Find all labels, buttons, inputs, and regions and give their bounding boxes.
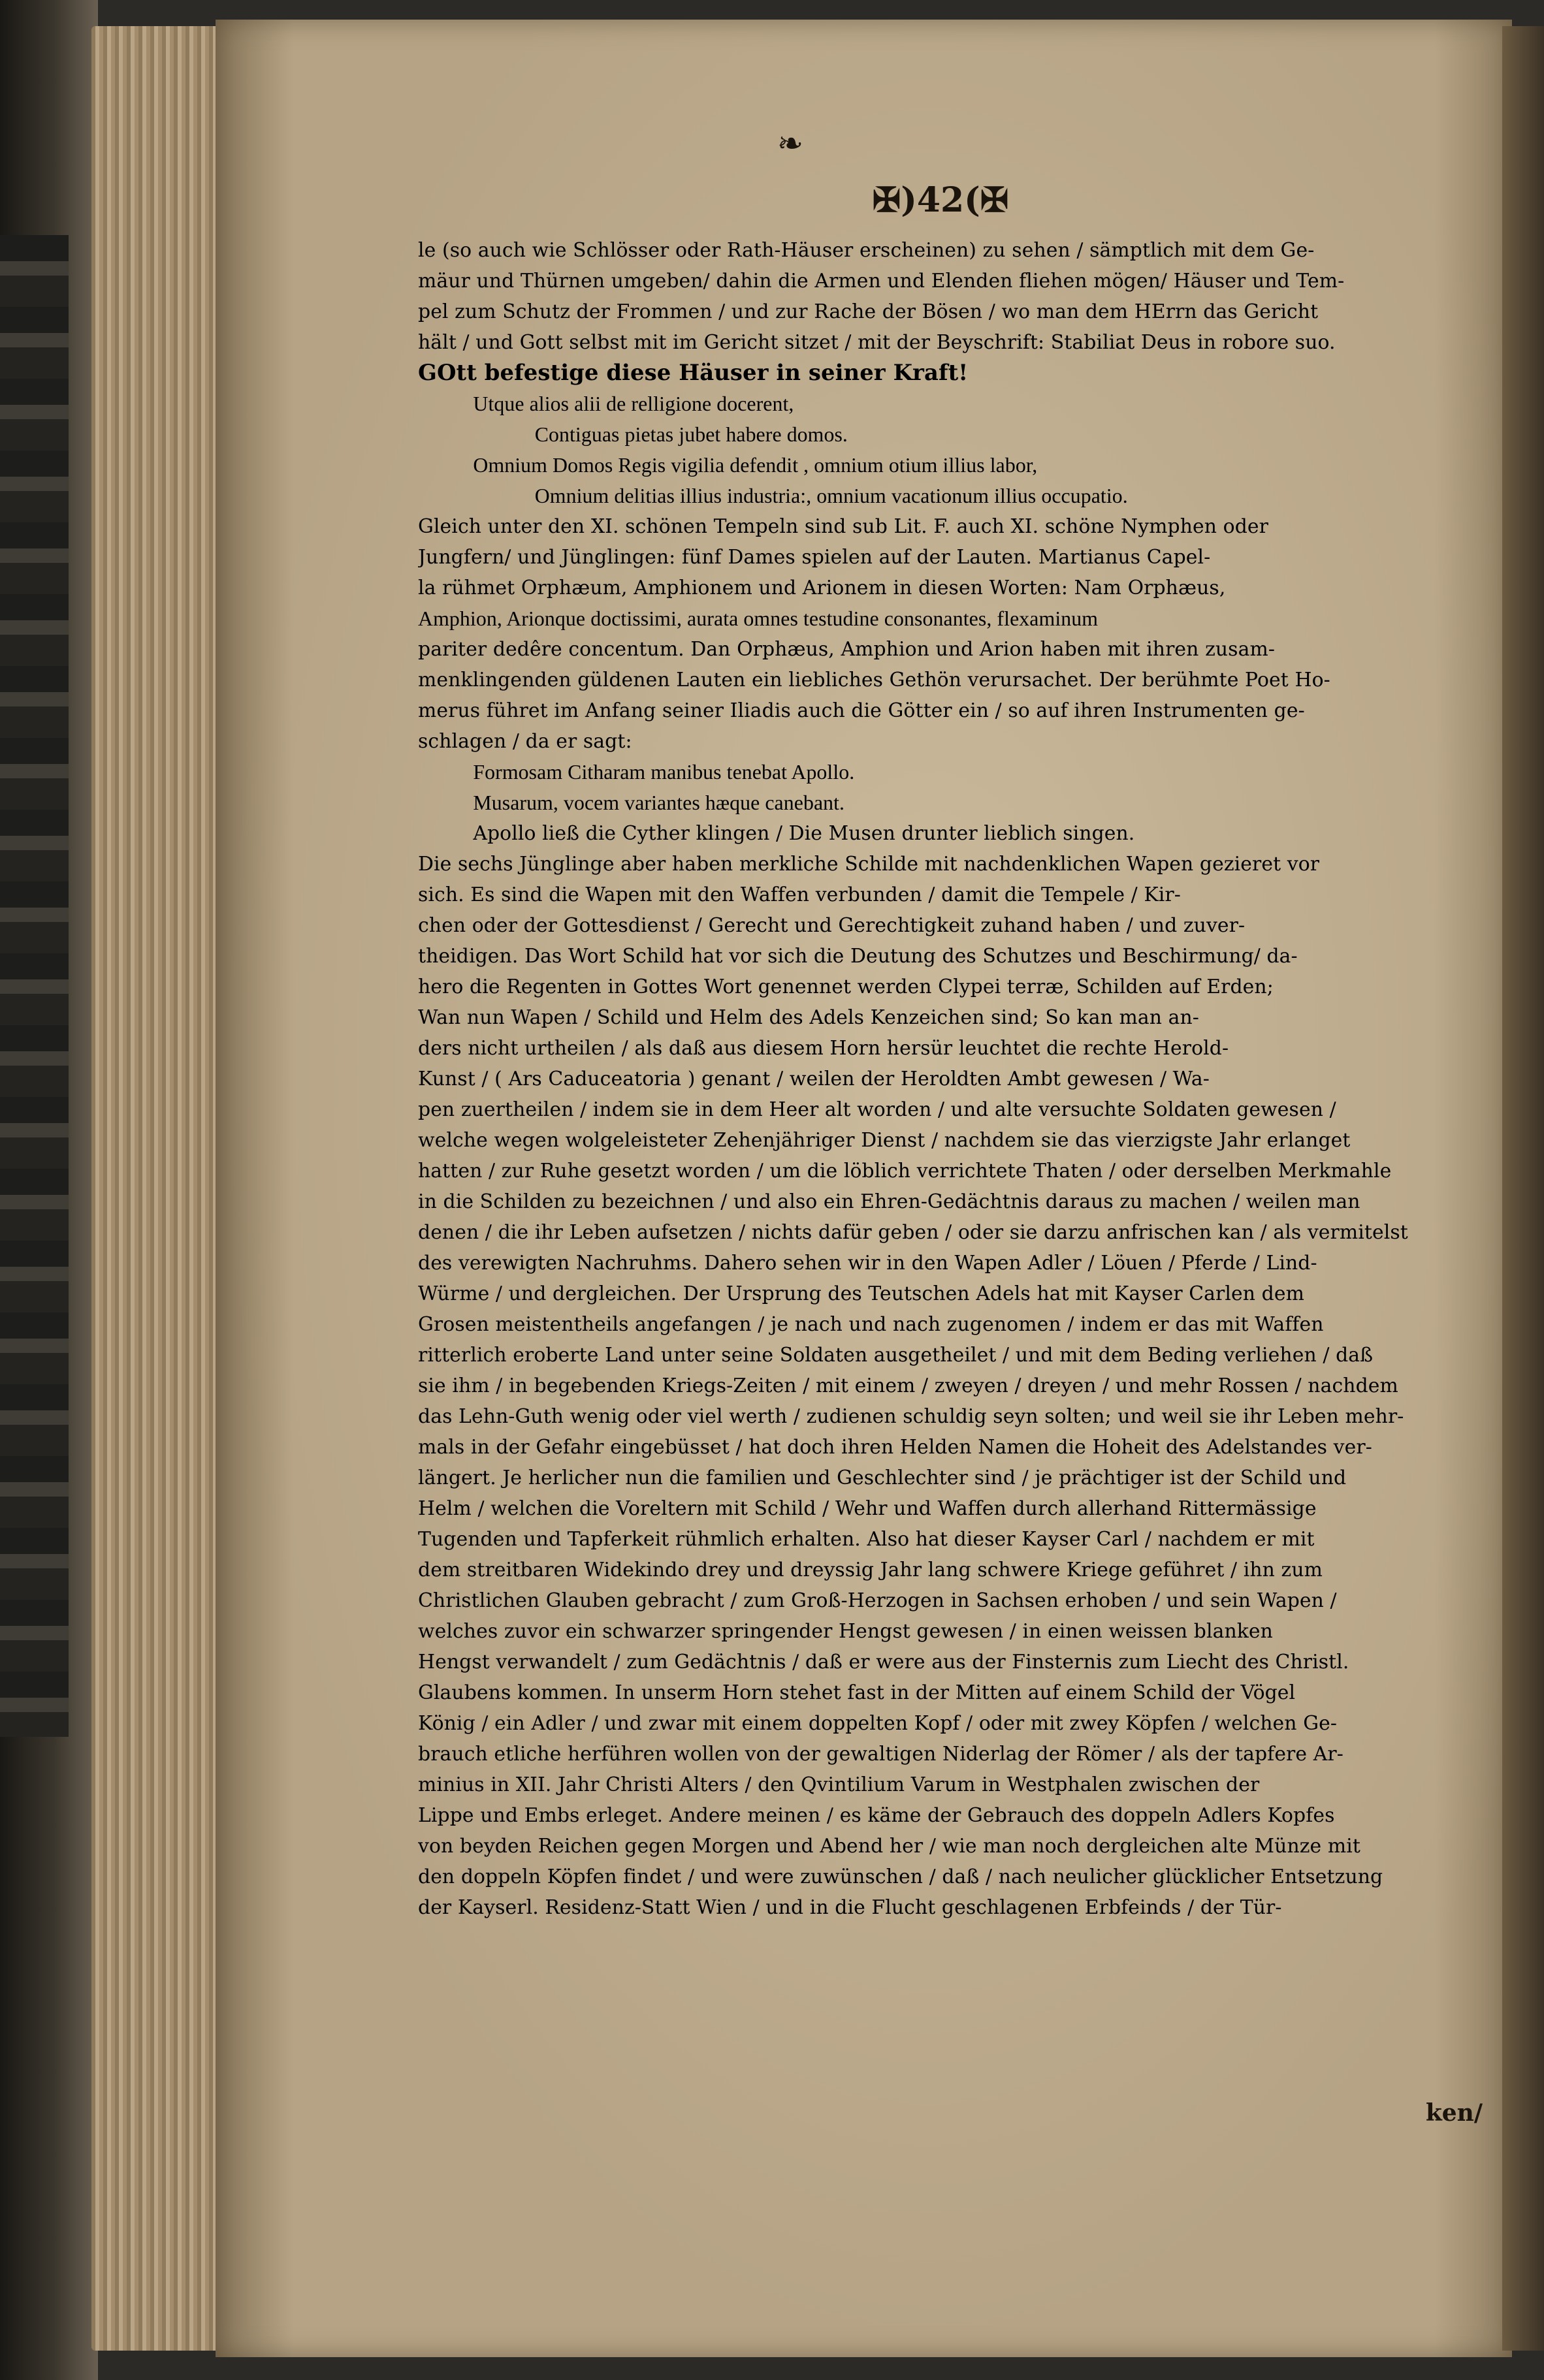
book-binding xyxy=(0,235,69,1737)
text-line: Wan nun Wapen / Schild und Helm des Adels Kenzeichen sind; So kan man an- xyxy=(418,1006,1199,1029)
text-line: ders nicht urtheilen / als daß aus diesem Horn hersür leuchtet die rechte Herold- xyxy=(418,1037,1229,1060)
text-line: Lippe und Embs erleget. Andere meinen / es käme der Gebrauch des doppeln Adlers Kopfes xyxy=(418,1804,1335,1827)
text-line: Hengst verwandelt / zum Gedächtnis / daß er were aus der Finsternis zum Liecht des Christl. xyxy=(418,1651,1349,1674)
text-line: den doppeln Köpfen findet / und were zuwünschen / daß / nach neulicher glücklicher Entsetzung xyxy=(418,1865,1383,1888)
text-line: hält / und Gott selbst mit im Gericht sitzet / mit der Beyschrift: Stabiliat Deus in robore suo. xyxy=(418,331,1336,354)
ornament-icon: ❧ xyxy=(777,125,804,162)
body-text xyxy=(418,235,1470,1923)
text-line: Helm / welchen die Voreltern mit Schild / Wehr und Waffen durch allerhand Rittermässige xyxy=(418,1497,1317,1520)
text-line: Contiguas pietas jubet habere domos. xyxy=(534,422,848,446)
text-line: welches zuvor ein schwarzer springender Hengst gewesen / in einen weissen blanken xyxy=(418,1620,1273,1643)
text-line: theidigen. Das Wort Schild hat vor sich die Deutung des Schutzes und Beschirmung/ da- xyxy=(418,945,1298,968)
text-line: hatten / zur Ruhe gesetzt worden / um die löblich verrichtete Thaten / oder derselben Merkmahle xyxy=(418,1160,1392,1182)
text-line: Die sechs Jünglinge aber haben merkliche Schilde mit nachdenklichen Wapen gezieret vor xyxy=(418,853,1320,876)
text-line: pen zuertheilen / indem sie in dem Heer alt worden / und alte versuchte Soldaten gewesen / xyxy=(418,1098,1336,1121)
text-line: minius in XII. Jahr Christi Alters / den Qvintilium Varum in Westphalen zwischen der xyxy=(418,1773,1260,1796)
text-line: mals in der Gefahr eingebüsset / hat doch ihren Helden Namen die Hoheit des Adelstandes ver- xyxy=(418,1436,1372,1459)
text-line: der Kayserl. Residenz-Statt Wien / und in die Flucht geschlagenen Erbfeinds / der Tür- xyxy=(418,1896,1282,1919)
text-line: König / ein Adler / und zwar mit einem doppelten Kopf / oder mit zwey Köpfen / welchen Ge- xyxy=(418,1712,1338,1735)
text-line: hero die Regenten in Gottes Wort genennet werden Clypei terræ, Schilden auf Erden; xyxy=(418,976,1274,998)
text-line: menklingenden güldenen Lauten ein liebliches Gethön verursachet. Der berühmte Poet Ho- xyxy=(418,669,1330,691)
text-line: le (so auch wie Schlösser oder Rath-Häuser erscheinen) zu sehen / sämptlich mit dem Ge- xyxy=(418,239,1315,262)
text-line: des verewigten Nachruhms. Dahero sehen wir in den Wapen Adler / Löuen / Pferde / Lind- xyxy=(418,1252,1317,1275)
catchword: ken/ xyxy=(1425,2099,1483,2127)
text-line: dem streitbaren Widekindo drey und dreyssig Jahr lang schwere Kriege geführet / ihn zum xyxy=(418,1559,1323,1581)
text-line: in die Schilden zu bezeichnen / und also ein Ehren-Gedächtnis daraus zu machen / weilen man xyxy=(418,1190,1360,1213)
text-line: Omnium Domos Regis vigilia defendit , omnium otium illius labor, xyxy=(473,453,1038,477)
text-line: Amphion, Arionque doctissimi, aurata omnes testudine consonantes, flexaminum xyxy=(418,607,1099,630)
text-line: Formosam Citharam manibus tenebat Apollo. xyxy=(473,760,855,784)
text-line: mäur und Thürnen umgeben/ dahin die Armen und Elenden fliehen mögen/ Häuser und Tem- xyxy=(418,270,1345,293)
right-page-edge xyxy=(1502,26,1544,2351)
text-line: Jungfern/ und Jünglingen: fünf Dames spielen auf der Lauten. Martianus Capel- xyxy=(418,546,1211,569)
text-line: denen / die ihr Leben aufsetzen / nichts dafür geben / oder sie darzu anfrischen kan / als vermitelst xyxy=(418,1221,1408,1244)
text-line: welche wegen wolgeleisteter Zehenjähriger Dienst / nachdem sie das vierzigste Jahr erlanget xyxy=(418,1129,1351,1152)
text-line: Apollo ließ die Cyther klingen / Die Musen drunter lieblich singen. xyxy=(473,822,1135,845)
text-line: Musarum, vocem variantes hæque canebant. xyxy=(473,791,845,814)
text-line: Gleich unter den XI. schönen Tempeln sind sub Lit. F. auch XI. schöne Nymphen oder xyxy=(418,515,1269,538)
text-line: ritterlich eroberte Land unter seine Soldaten ausgetheilet / und mit dem Beding verliehen / daß xyxy=(418,1344,1374,1367)
text-line: Würme / und dergleichen. Der Ursprung des Teutschen Adels hat mit Kayser Carlen dem xyxy=(418,1282,1304,1305)
page-number: ✠)42(✠ xyxy=(872,180,1009,220)
text-line: Glaubens kommen. In unserm Horn stehet fast in der Mitten auf einem Schild der Vögel xyxy=(418,1681,1296,1704)
text-line: schlagen / da er sagt: xyxy=(418,730,632,753)
text-line: von beyden Reichen gegen Morgen und Abend her / wie man noch dergleichen alte Münze mit xyxy=(418,1835,1360,1858)
text-line: chen oder der Gottesdienst / Gerecht und Gerechtigkeit zuhand haben / und zuver- xyxy=(418,914,1246,937)
text-line: Utque alios alii de relligione docerent, xyxy=(473,392,794,415)
text-line: sich. Es sind die Wapen mit den Waffen verbunden / damit die Tempele / Kir- xyxy=(418,883,1181,906)
text-line: GOtt befestige diese Häuser in seiner Kraft! xyxy=(418,360,969,386)
text-line: das Lehn-Guth wenig oder viel werth / zudienen schuldig seyn solten; und weil sie ihr Leben mehr- xyxy=(418,1405,1404,1428)
text-line: Tugenden und Tapferkeit rühmlich erhalten. Also hat dieser Kayser Carl / nachdem er mit xyxy=(418,1528,1315,1551)
text-line: Christlichen Glauben gebracht / zum Groß-Herzogen in Sachsen erhoben / und sein Wapen / xyxy=(418,1589,1337,1612)
text-line: Kunst / ( Ars Caduceatoria ) genant / weilen der Heroldten Ambt gewesen / Wa- xyxy=(418,1068,1210,1090)
text-line: pel zum Schutz der Frommen / und zur Rache der Bösen / wo man dem HErrn das Gericht xyxy=(418,300,1319,323)
text-line: brauch etliche herführen wollen von der gewaltigen Niderlag der Römer / als der tapfere Ar- xyxy=(418,1743,1343,1766)
text-line: pariter dedêre concentum. Dan Orphæus, Amphion und Arion haben mit ihren zusam- xyxy=(418,638,1276,661)
text-line: längert. Je herlicher nun die familien und Geschlechter sind / je prächtiger ist der Schild und xyxy=(418,1467,1347,1489)
text-line: la rühmet Orphæum, Amphionem und Arionem in diesen Worten: Nam Orphæus, xyxy=(418,577,1226,599)
text-line: merus führet im Anfang seiner Iliadis auch die Götter ein / so auf ihren Instrumenten ge- xyxy=(418,699,1305,722)
text-line: Grosen meistentheils angefangen / je nach und nach zugenomen / indem er das mit Waffen xyxy=(418,1313,1324,1336)
text-line: Omnium delitias illius industria:, omnium vacationum illius occupatio. xyxy=(534,484,1128,507)
text-line: sie ihm / in begebenden Kriegs-Zeiten / mit einem / zweyen / dreyen / und mehr Rossen / nachdem xyxy=(418,1374,1398,1397)
